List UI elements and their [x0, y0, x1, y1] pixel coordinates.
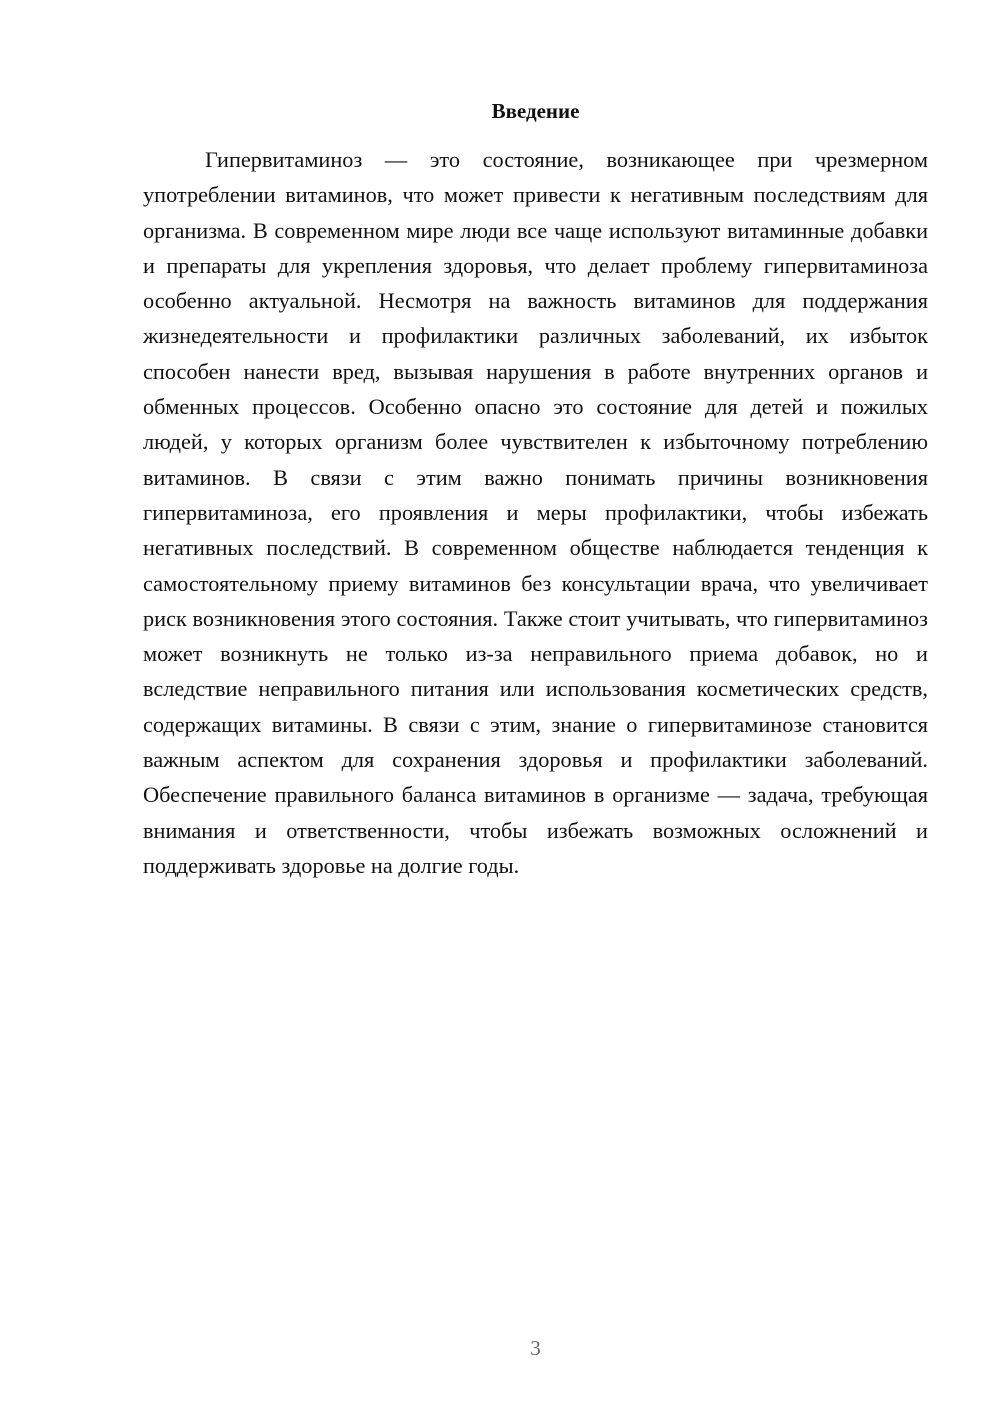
page-number: 3 — [530, 1336, 541, 1360]
introduction-paragraph: Гипервитаминоз — это состояние, возникающее при чрезмерном употреблении витаминов, что может привести к негативным последствиям для организма. В современном мире люди все чаще используют витаминные добавки и препараты для укрепления здоровья, что делает проблему гипервитаминоза особенно актуальной. Несмотря на важность витаминов для поддержания жизнедеятельности и профилактики различных заболеваний, их избыток способен нанести вред, вызывая нарушения в работе внутренних органов и обменных процессов. Особенно опасно это состояние для детей и пожилых людей, у которых организм более чувствителен к избыточному потреблению витаминов. В связи с этим важно понимать причины возникновения гипервитаминоза, его проявления и меры профилактики, чтобы избежать негативных последствий. В современном обществе наблюдается тенденция к самостоятельному приему витаминов без консультации врача, что увеличивает риск возникновения этого состояния. Также стоит учитывать, что гипервитаминоз может возникнуть не только из-за неправильного приема добавок, но и вследствие неправильного питания или использования косметических средств, содержащих витамины. В связи с этим, знание о гипервитаминозе становится важным аспектом для сохранения здоровья и профилактики заболеваний. Обеспечение правильного баланса витаминов в организме — задача, требующая внимания и ответственности, чтобы избежать возможных осложнений и поддерживать здоровье на долгие годы. — [143, 147, 928, 878]
section-heading: Введение — [491, 99, 580, 123]
